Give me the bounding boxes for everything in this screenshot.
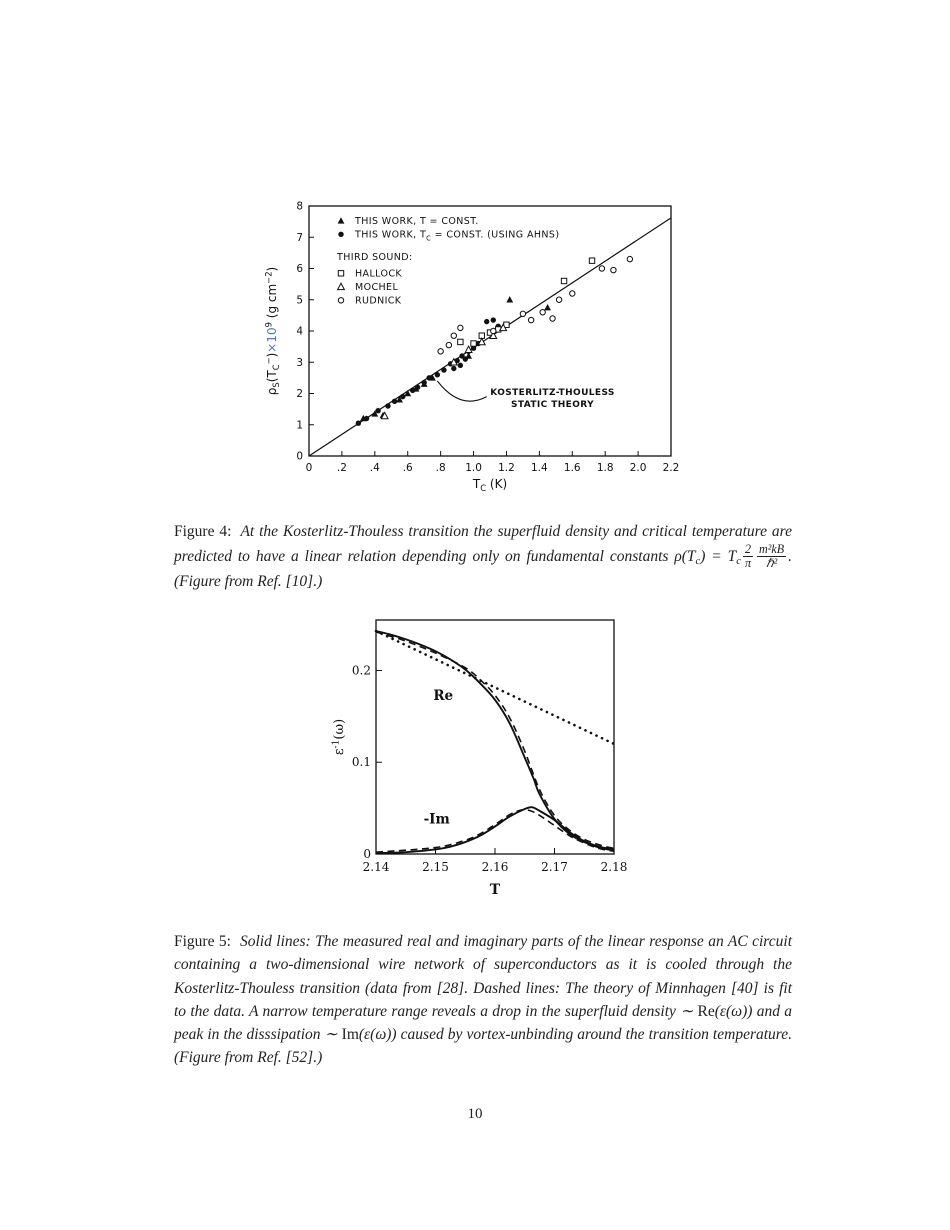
svg-text:MOCHEL: MOCHEL bbox=[355, 282, 399, 293]
svg-text:3: 3 bbox=[296, 356, 303, 369]
svg-text:8: 8 bbox=[296, 200, 303, 213]
svg-text:1.4: 1.4 bbox=[531, 462, 548, 474]
svg-text:THIS WORK, T = CONST.: THIS WORK, T = CONST. bbox=[355, 216, 479, 227]
svg-text:1.8: 1.8 bbox=[596, 462, 614, 474]
svg-text:.6: .6 bbox=[402, 462, 413, 474]
svg-text:T: T bbox=[489, 882, 501, 898]
figure-4 bbox=[263, 198, 683, 498]
svg-text:Re: Re bbox=[433, 687, 454, 704]
figure-5-caption-text: Solid lines: The measured real and imaginary parts of the linear response an AC circuit containing a two-dimensional wire network of superconductors as it is cooled through the Kosterlitz-Thouless transition (data from [28]. Dashed lines: The theory of Minnhagen [40] is fit to the data. A narrow temperature range reveals a drop in the superfluid density ∼ Re(ε(ω)) and a peak in the disssipation ∼ Im(ε(ω)) caused by vortex-unbinding around the transition temperature. (Figure from Ref. [52].) bbox=[174, 933, 792, 1067]
svg-text:6: 6 bbox=[296, 263, 303, 275]
svg-text:2.15: 2.15 bbox=[422, 860, 449, 874]
svg-text:2: 2 bbox=[296, 388, 303, 400]
svg-text:STATIC THEORY: STATIC THEORY bbox=[511, 399, 595, 410]
svg-text:0.2: 0.2 bbox=[351, 663, 371, 678]
svg-text:0: 0 bbox=[305, 462, 313, 474]
svg-text:1.2: 1.2 bbox=[498, 462, 515, 474]
figure-5-caption bbox=[174, 930, 792, 1070]
svg-text:THIRD SOUND:: THIRD SOUND: bbox=[337, 252, 413, 263]
svg-text:THIS WORK, TC​ = CONST. (USING: THIS WORK, $T_C$ = CONST. (USING AHNS) bbox=[355, 229, 560, 243]
svg-text:.2: .2 bbox=[336, 462, 347, 474]
svg-text:ρS​(TC​−​)×109​ (g cm−2​): $\rho_S(T_C^-)\times 10^9$ (g $cm^{-2}$) bbox=[263, 266, 281, 396]
svg-text:2.18: 2.18 bbox=[600, 860, 628, 874]
figure-4-plot bbox=[263, 198, 683, 498]
svg-text:4: 4 bbox=[296, 325, 303, 338]
figure-4-caption-label: Figure 4: bbox=[174, 523, 232, 540]
svg-text:HALLOCK: HALLOCK bbox=[355, 268, 403, 280]
svg-text:2.0: 2.0 bbox=[629, 462, 647, 474]
svg-text:1.6: 1.6 bbox=[563, 462, 581, 474]
svg-text:2.16: 2.16 bbox=[481, 860, 509, 874]
svg-text:2.2: 2.2 bbox=[662, 462, 680, 474]
svg-text:TC​ (K): $T_C$ (K) bbox=[472, 477, 508, 493]
page-number: 10 bbox=[467, 1106, 483, 1122]
svg-text:1.0: 1.0 bbox=[465, 462, 482, 474]
svg-text:2.14: 2.14 bbox=[362, 860, 390, 874]
svg-text:1: 1 bbox=[296, 419, 303, 432]
svg-text:KOSTERLITZ-THOULESS: KOSTERLITZ-THOULESS bbox=[490, 388, 615, 399]
figure-5-plot bbox=[330, 610, 635, 910]
svg-text:7: 7 bbox=[296, 231, 303, 244]
figure-4-caption-text: At the Kosterlitz-Thouless transition the superfluid density and critical temperature are predicted to have a linear relation depending only on fundamental constants $\rho(T_c) = T_c$ $\frac{2}{\pi}$ $\frac{\text{m²kB}}{\text{ℏ²}}$ . (Figure from Ref. [10].) bbox=[174, 523, 793, 591]
svg-text:ε-1​(ω): $\varepsilon^{-1}(\omega)$ bbox=[331, 718, 347, 756]
svg-text:0: 0 bbox=[363, 847, 371, 861]
svg-text:0: 0 bbox=[296, 450, 303, 463]
figure-4-caption bbox=[174, 520, 792, 594]
svg-text:.4: .4 bbox=[369, 462, 380, 474]
svg-text:-Im: -Im bbox=[423, 811, 450, 828]
svg-text:.8: .8 bbox=[435, 462, 446, 474]
svg-text:2.17: 2.17 bbox=[541, 860, 568, 874]
figure-5-caption-label: Figure 5: bbox=[174, 933, 231, 950]
svg-text:RUDNICK: RUDNICK bbox=[355, 295, 402, 307]
svg-text:0.1: 0.1 bbox=[351, 755, 371, 770]
svg-text:5: 5 bbox=[296, 294, 303, 307]
figure-5 bbox=[330, 610, 635, 910]
